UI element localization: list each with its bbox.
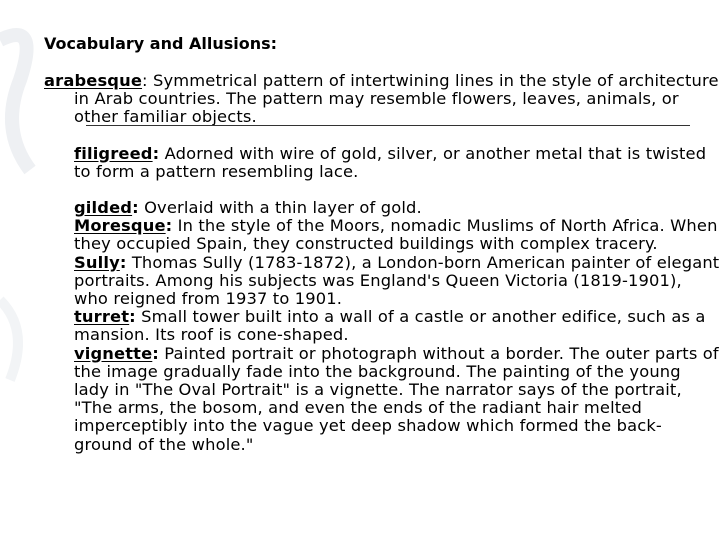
term-turret: turret xyxy=(74,307,130,327)
term-vignette: vignette xyxy=(74,343,153,363)
definition-turret: Small tower built into a wall of a castle or another edifice, such as a mansion. Its roof is cone-shaped. xyxy=(74,307,706,345)
term-separator: : xyxy=(129,307,136,327)
term-filigreed: filigreed xyxy=(74,143,153,163)
term-separator: : xyxy=(152,343,159,363)
entry-turret xyxy=(44,308,720,344)
slide-content xyxy=(44,34,720,454)
term-sully: Sully xyxy=(74,252,120,272)
definition-vignette: Painted portrait or photograph without a border. The outer parts of the image gradually fade into the background. The painting of the young lady in "The Oval Portrait" is a vignette. The narrator says of the portrait, "The arms, the bosom, and even the ends of the radiant hair melted imperceptibly into the vague yet deep shadow which formed the back-ground of the whole." xyxy=(74,343,719,454)
term-gilded: gilded xyxy=(74,198,133,218)
term-separator: : xyxy=(132,198,139,218)
definition-gilded: Overlaid with a thin layer of gold. xyxy=(138,198,422,218)
definition-moresque: In the style of the Moors, nomadic Muslims of North Africa. When they occupied Spain, they constructed buildings with complex tracery. xyxy=(74,216,718,254)
entry-moresque xyxy=(44,217,720,253)
slide-heading: Vocabulary and Allusions: xyxy=(44,34,278,53)
entry-arabesque xyxy=(44,72,720,127)
term-separator: : xyxy=(152,143,160,163)
divider-line xyxy=(86,125,690,126)
term-separator: : xyxy=(119,252,127,272)
definition-sully: Thomas Sully (1783-1872), a London-born American painter of elegant portraits. Among his subjects was England's Queen Victoria (1819-1901), who reigned from 1937 to 1901. xyxy=(74,252,720,309)
entry-gilded xyxy=(44,199,720,217)
definition-filigreed: Adorned with wire of gold, silver, or another metal that is twisted to form a pattern resembling lace. xyxy=(74,143,707,181)
term-arabesque: arabesque xyxy=(44,71,143,90)
definition-arabesque: Symmetrical pattern of intertwining lines in the style of architecture in Arab countries. The pattern may resemble flowers, leaves, animals, or other familiar objects. xyxy=(74,71,719,127)
entry-sully xyxy=(44,254,720,309)
term-moresque: Moresque xyxy=(74,216,166,236)
term-separator: : xyxy=(165,216,173,236)
term-separator: : xyxy=(142,71,153,90)
entry-vignette xyxy=(44,345,720,454)
entry-filigreed xyxy=(44,145,720,181)
